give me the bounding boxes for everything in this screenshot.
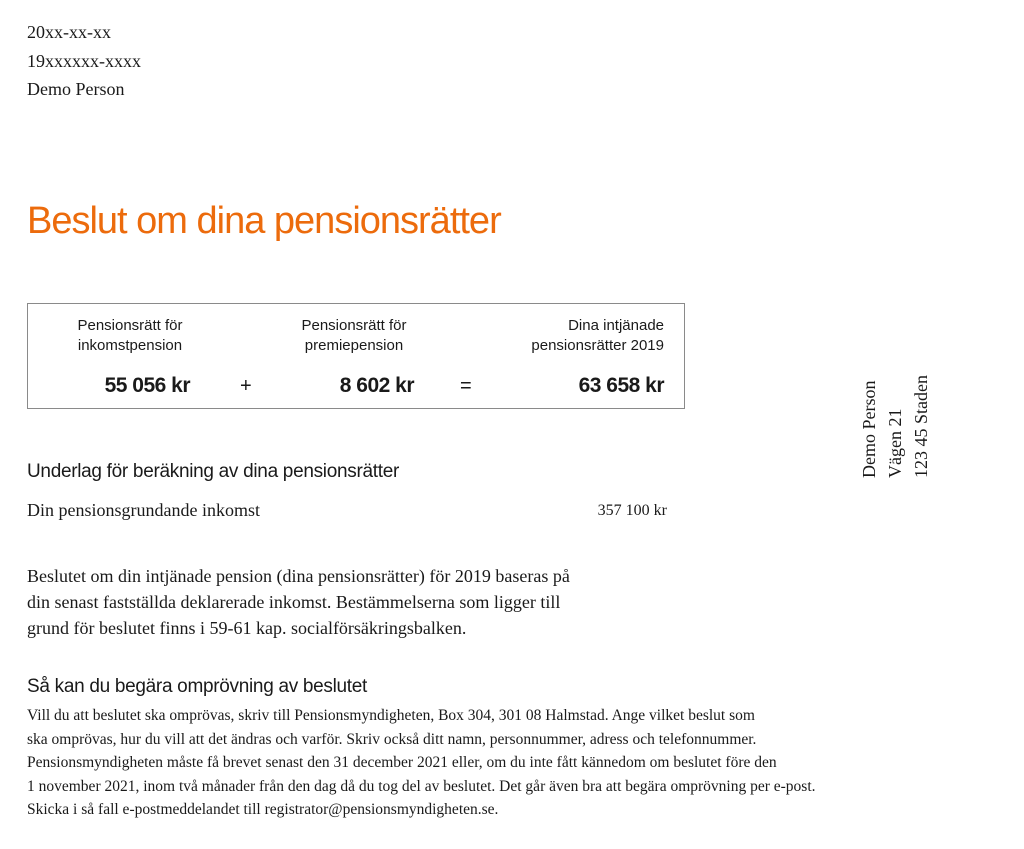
review-line: Skicka i så fall e-postmeddelandet till registrator@pensionsmyndigheten.se. [27,801,499,818]
pension-summary-box [27,303,685,409]
premium-pension-label: Pensionsrätt för premiepension [301,317,407,354]
page-title: Beslut om dina pensionsrätter [27,200,501,242]
address-name: Demo Person [859,380,879,478]
premium-pension-value: 8 602 kr [339,374,414,397]
recipient-address [856,375,934,478]
review-line: Vill du att beslutet ska omprövas, skriv till Pensionsmyndigheten, Box 304, 301 08 Halmstad. Ange vilket beslut som [27,707,755,724]
review-line: ska omprövas, hur du vill att det ändras och varför. Skriv också ditt namn, personnummer, adress och telefonnummer. [27,730,757,748]
income-value: 357 100 kr [597,502,667,519]
decision-line: grund för beslutet finns i 59-61 kap. socialförsäkringsbalken. [27,618,467,638]
review-heading: Så kan du begära omprövning av beslutet [27,676,368,697]
equals-sign: = [460,375,472,397]
total-pension-value: 63 658 kr [578,374,664,397]
letter-meta [27,18,141,104]
income-pension-label: Pensionsrätt för inkomstpension [77,317,183,354]
recipient-name: Demo Person [27,79,125,99]
income-label: Din pensionsgrundande inkomst [27,500,260,520]
decision-line: din senast fastställda deklarerade inkomst. Bestämmelserna som ligger till [27,592,561,612]
address-street: Vägen 21 [885,408,905,478]
total-pension-label: Dina intjänade pensionsrätter 2019 [531,317,664,354]
review-line: Pensionsmyndigheten måste få brevet senast den 31 december 2021 eller, om du inte fått kännedom om beslutet före den [27,754,777,771]
review-paragraph [27,704,1017,822]
income-pension-value: 55 056 kr [104,374,190,397]
review-line: 1 november 2021, inom två månader från den dag då du tog del av beslutet. Det går även bra att begära omprövning per e-post. [27,777,816,795]
personal-number: 19xxxxxx-xxxx [27,50,141,71]
decision-line: Beslutet om din intjänade pension (dina pensionsrätter) för 2019 baseras på [27,566,570,586]
decision-paragraph [27,563,727,641]
basis-heading: Underlag för beräkning av dina pensionsrätter [27,461,400,482]
letter-date: 20xx-xx-xx [27,22,111,42]
plus-sign: + [240,375,252,397]
address-city: 123 45 Staden [911,375,931,478]
